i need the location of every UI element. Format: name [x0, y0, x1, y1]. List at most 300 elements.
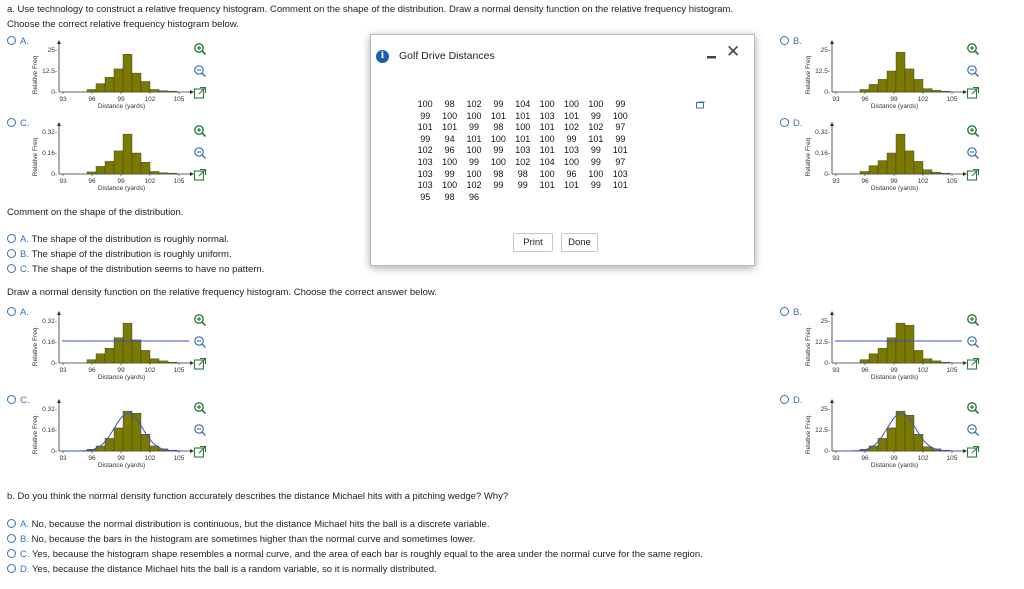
shape-choice-c[interactable]: C. The shape of the distribution seems to have no pattern.: [7, 264, 264, 275]
x-axis-title: Distance (yards): [870, 103, 919, 110]
option-letter: B.: [793, 36, 802, 47]
histogram-bar: [150, 171, 159, 174]
histogram-bar: [96, 354, 105, 363]
data-cell: 100: [442, 156, 458, 167]
histogram-bar: [114, 338, 123, 363]
b-choice-d[interactable]: D. Yes, because the distance Michael hits the ball is a random variable, so it is normally distributed.: [7, 564, 437, 575]
histogram-bar: [860, 360, 869, 363]
histogram-bar: [896, 52, 905, 92]
data-cell: 99: [590, 145, 601, 156]
golf-drive-distances-dialog: [370, 34, 755, 266]
y-tick-label: 0.16-: [815, 150, 830, 157]
histogram-chart: [29, 311, 209, 386]
histogram-bar: [905, 325, 914, 363]
y-axis-arrow: [830, 399, 834, 403]
data-cell: 100: [417, 99, 433, 109]
x-axis-title: Distance (yards): [870, 462, 919, 469]
x-tick-label: 93: [59, 96, 67, 103]
option-letter: D.: [793, 395, 803, 406]
histogram-bar: [141, 434, 150, 451]
print-button[interactable]: Print: [513, 233, 553, 252]
data-row: [413, 99, 633, 111]
data-cell: 98: [493, 122, 504, 133]
y-tick-label: 0.16-: [42, 150, 57, 157]
data-cell: 99: [615, 133, 626, 144]
zoom-in-icon[interactable]: [964, 122, 982, 140]
histogram-chart: [802, 122, 982, 197]
data-row: [413, 145, 633, 157]
open-in-new-window-icon[interactable]: [964, 355, 982, 373]
histogram-bar: [896, 411, 905, 451]
minimize-icon[interactable]: [706, 48, 718, 60]
histogram-bar: [105, 77, 114, 92]
histogram-bar: [96, 446, 105, 451]
y-tick-label: 0-: [51, 171, 57, 178]
data-cell: 100: [490, 156, 506, 167]
open-in-new-window-icon[interactable]: [964, 443, 982, 461]
x-tick-label: 105: [946, 367, 958, 374]
histogram-bar: [887, 338, 896, 363]
data-row: [413, 157, 633, 169]
histogram-bar: [132, 73, 141, 92]
option-letter: C.: [20, 118, 30, 129]
histogram-bar: [932, 172, 941, 174]
histogram-chart: [802, 399, 982, 474]
histogram-bar: [923, 359, 932, 363]
y-tick-label: 25-: [47, 47, 57, 54]
data-cell: 99: [615, 99, 626, 109]
data-row: [413, 134, 633, 146]
y-axis-arrow: [57, 399, 61, 403]
zoom-out-icon[interactable]: [191, 62, 209, 80]
histogram-bar: [168, 91, 177, 92]
histogram-bar: [96, 84, 105, 92]
y-axis-arrow: [830, 40, 834, 44]
data-cell: 103: [417, 156, 433, 167]
x-tick-label: 93: [832, 96, 840, 103]
x-tick-label: 102: [917, 96, 929, 103]
x-tick-label: 102: [144, 367, 156, 374]
data-table: [413, 99, 633, 203]
instruction-normal-density: Draw a normal density function on the relative frequency histogram. Choose the correct answer below.: [7, 287, 437, 298]
histogram-option-radio[interactable]: [780, 118, 803, 129]
data-cell: 100: [564, 99, 580, 109]
y-tick-label: 0-: [51, 448, 57, 455]
histogram-option-radio[interactable]: [7, 36, 29, 47]
y-tick-label: 12.5-: [815, 339, 830, 346]
data-cell: 100: [466, 110, 482, 121]
data-cell: 103: [564, 145, 580, 156]
data-cell: 95: [420, 191, 431, 202]
y-tick-label: 0-: [824, 448, 830, 455]
x-tick-label: 96: [861, 178, 869, 185]
x-tick-label: 99: [117, 178, 125, 185]
data-cell: 101: [612, 180, 628, 191]
question-b-prompt: b. Do you think the normal density function accurately describes the distance Michael hits with a pitching wedge? Why?: [7, 491, 509, 502]
x-tick-label: 102: [917, 367, 929, 374]
histogram-chart: [29, 40, 209, 115]
histogram-bar: [168, 362, 177, 363]
histogram-bar: [896, 134, 905, 174]
x-tick-label: 105: [173, 178, 185, 185]
dialog-title: Golf Drive Distances: [399, 50, 495, 62]
histogram-bar: [114, 69, 123, 92]
shape-choice-a[interactable]: A. The shape of the distribution is roughly normal.: [7, 234, 229, 245]
shape-choice-b[interactable]: B. The shape of the distribution is roughly uniform.: [7, 249, 232, 260]
data-cell: 100: [588, 99, 604, 109]
data-cell: 101: [515, 110, 531, 121]
histogram-option-radio[interactable]: [7, 395, 30, 406]
data-cell: 99: [493, 145, 504, 156]
histogram-bar: [105, 161, 114, 174]
y-tick-label: 0.16-: [42, 427, 57, 434]
zoom-in-icon[interactable]: [964, 311, 982, 329]
data-cell: 99: [444, 168, 455, 179]
x-tick-label: 93: [59, 367, 67, 374]
open-in-new-window-icon[interactable]: [191, 443, 209, 461]
x-axis-title: Distance (yards): [870, 185, 919, 192]
zoom-in-icon[interactable]: [191, 122, 209, 140]
data-row: [413, 122, 633, 134]
zoom-out-icon[interactable]: [964, 144, 982, 162]
y-tick-label: 25-: [820, 47, 830, 54]
info-icon: i: [376, 50, 389, 63]
x-tick-label: 102: [144, 178, 156, 185]
x-tick-label: 102: [917, 178, 929, 185]
histogram-bar: [168, 173, 177, 174]
instruction-choose-histogram: Choose the correct relative frequency histogram below.: [7, 19, 239, 30]
zoom-out-icon[interactable]: [964, 421, 982, 439]
data-row: [413, 169, 633, 181]
open-in-new-window-icon[interactable]: [191, 355, 209, 373]
histogram-bar: [141, 162, 150, 174]
data-cell: 98: [444, 99, 455, 109]
data-cell: 101: [490, 110, 506, 121]
zoom-out-icon[interactable]: [191, 421, 209, 439]
x-tick-label: 96: [861, 96, 869, 103]
data-cell: 98: [444, 191, 455, 202]
x-tick-label: 96: [88, 96, 96, 103]
zoom-in-icon[interactable]: [964, 40, 982, 58]
data-cell: 99: [493, 180, 504, 191]
histogram-chart: [29, 399, 209, 474]
data-cell: 101: [417, 122, 433, 133]
y-tick-label: 0-: [51, 89, 57, 96]
x-tick-label: 99: [117, 96, 125, 103]
histogram-bar: [141, 82, 150, 93]
data-row: [413, 192, 633, 204]
y-axis-title: Relative Freq: [32, 137, 39, 177]
x-tick-label: 93: [832, 367, 840, 374]
y-tick-label: 0.32-: [42, 318, 57, 325]
data-cell: 101: [466, 133, 482, 144]
zoom-in-icon[interactable]: [191, 40, 209, 58]
close-icon[interactable]: ✕: [726, 42, 741, 61]
histogram-bar: [878, 79, 887, 92]
histogram-bar: [923, 89, 932, 92]
histogram-option-radio[interactable]: [780, 36, 802, 47]
histogram-bar: [941, 362, 950, 363]
y-axis-arrow: [830, 311, 834, 315]
histogram-chart: [802, 311, 982, 386]
histogram-bar: [87, 360, 96, 363]
data-cell: 103: [612, 168, 628, 179]
y-tick-label: 12.5-: [42, 68, 57, 75]
histogram-bar: [159, 361, 168, 363]
y-axis-arrow: [57, 311, 61, 315]
data-cell: 97: [615, 122, 626, 133]
b-choice-c[interactable]: C. Yes, because the histogram shape resembles a normal curve, and the area of each bar is roughly equal to the area under the normal curve for the same region.: [7, 549, 703, 560]
data-cell: 100: [442, 180, 458, 191]
data-cell: 100: [539, 168, 555, 179]
y-axis-title: Relative Freq: [32, 55, 39, 95]
data-cell: 100: [490, 133, 506, 144]
data-cell: 99: [590, 156, 601, 167]
open-in-new-window-icon[interactable]: [191, 166, 209, 184]
histogram-bar: [860, 171, 869, 174]
y-axis-title: Relative Freq: [805, 55, 812, 95]
data-cell: 101: [539, 122, 555, 133]
x-tick-label: 99: [890, 455, 898, 462]
data-cell: 102: [466, 99, 482, 109]
histogram-bar: [914, 161, 923, 174]
data-cell: 98: [493, 168, 504, 179]
data-cell: 99: [566, 133, 577, 144]
histogram-option-radio[interactable]: [780, 307, 802, 318]
zoom-out-icon[interactable]: [191, 144, 209, 162]
histogram-bar: [932, 90, 941, 92]
histogram-chart: [802, 40, 982, 115]
histogram-bar: [941, 173, 950, 174]
data-cell: 96: [468, 191, 479, 202]
y-axis-arrow: [57, 122, 61, 126]
histogram-bar: [114, 151, 123, 174]
data-cell: 101: [564, 110, 580, 121]
y-axis-title: Relative Freq.: [32, 413, 39, 455]
y-tick-label: 0-: [824, 360, 830, 367]
data-cell: 104: [515, 99, 531, 109]
histogram-option-radio[interactable]: [780, 395, 803, 406]
y-axis-title: Relative Freq: [805, 137, 812, 177]
histogram-bar: [123, 134, 132, 174]
x-tick-label: 96: [861, 367, 869, 374]
x-tick-label: 99: [117, 367, 125, 374]
data-cell: 101: [442, 122, 458, 133]
data-cell: 103: [417, 180, 433, 191]
data-cell: 99: [420, 133, 431, 144]
data-cell: 99: [468, 156, 479, 167]
question-a-prompt: a. Use technology to construct a relative frequency histogram. Comment on the shape of the distribution. Draw a normal density function on the relative frequency histogram.: [7, 4, 734, 15]
histogram-bar: [914, 350, 923, 363]
histogram-bar: [869, 166, 878, 174]
x-tick-label: 93: [832, 455, 840, 462]
histogram-bar: [905, 415, 914, 451]
x-axis-title: Distance (yards): [97, 374, 146, 381]
y-tick-label: 0.32-: [42, 129, 57, 136]
x-tick-label: 96: [88, 367, 96, 374]
data-cell: 100: [588, 168, 604, 179]
data-cell: 99: [468, 122, 479, 133]
data-cell: 100: [466, 168, 482, 179]
data-cell: 101: [539, 145, 555, 156]
histogram-bar: [878, 161, 887, 174]
x-tick-label: 96: [861, 455, 869, 462]
option-letter: B.: [793, 307, 802, 318]
data-cell: 101: [515, 133, 531, 144]
option-letter: C.: [20, 395, 30, 406]
data-cell: 102: [564, 122, 580, 133]
data-cell: 102: [515, 156, 531, 167]
data-cell: 101: [612, 145, 628, 156]
zoom-out-icon[interactable]: [191, 333, 209, 351]
data-cell: 100: [442, 110, 458, 121]
copy-data-icon[interactable]: [696, 101, 705, 109]
y-tick-label: 0-: [824, 171, 830, 178]
x-tick-label: 102: [144, 455, 156, 462]
x-tick-label: 96: [88, 178, 96, 185]
histogram-bar: [123, 54, 132, 92]
data-cell: 99: [420, 110, 431, 121]
histogram-option-radio[interactable]: [7, 118, 30, 129]
histogram-bar: [159, 173, 168, 174]
option-letter: A.: [20, 307, 29, 318]
histogram-bar: [159, 91, 168, 92]
x-tick-label: 105: [946, 96, 958, 103]
histogram-bar: [905, 151, 914, 174]
histogram-bar: [150, 359, 159, 363]
y-tick-label: 12.5-: [815, 427, 830, 434]
histogram-bar: [887, 153, 896, 174]
data-cell: 102: [588, 122, 604, 133]
zoom-out-icon[interactable]: [964, 333, 982, 351]
histogram-bar: [914, 79, 923, 92]
option-letter: A.: [20, 36, 29, 47]
data-cell: 99: [493, 99, 504, 109]
x-tick-label: 99: [890, 367, 898, 374]
histogram-bar: [869, 84, 878, 92]
histogram-bar: [141, 350, 150, 363]
x-tick-label: 105: [946, 178, 958, 185]
data-cell: 103: [539, 110, 555, 121]
histogram-bar: [87, 89, 96, 92]
x-axis-title: Distance (yards): [97, 103, 146, 110]
b-choice-a[interactable]: A. No, because the normal distribution is continuous, but the distance Michael hits the ball is a discrete variable.: [7, 519, 489, 530]
y-axis-arrow: [57, 40, 61, 44]
zoom-in-icon[interactable]: [191, 399, 209, 417]
histogram-bar: [150, 89, 159, 92]
y-tick-label: 0.32-: [815, 129, 830, 136]
histogram-bar: [114, 428, 123, 451]
data-cell: 101: [564, 180, 580, 191]
histogram-bar: [123, 411, 132, 451]
y-tick-label: 0-: [51, 360, 57, 367]
histogram-option-radio[interactable]: [7, 307, 29, 318]
histogram-bar: [105, 348, 114, 363]
data-cell: 101: [539, 180, 555, 191]
histogram-bar: [887, 428, 896, 451]
x-axis-title: Distance (yards): [97, 462, 146, 469]
histogram-bar: [923, 447, 932, 451]
x-tick-label: 99: [890, 178, 898, 185]
x-tick-label: 105: [173, 96, 185, 103]
data-cell: 101: [588, 133, 604, 144]
data-cell: 94: [444, 133, 455, 144]
x-tick-label: 99: [117, 455, 125, 462]
zoom-out-icon[interactable]: [964, 62, 982, 80]
y-axis-title: Relative Freq.: [805, 325, 812, 367]
zoom-in-icon[interactable]: [964, 399, 982, 417]
x-tick-label: 102: [144, 96, 156, 103]
x-axis-title: Distance (yards): [870, 374, 919, 381]
x-tick-label: 102: [917, 455, 929, 462]
histogram-bar: [914, 434, 923, 451]
histogram-bar: [869, 354, 878, 363]
histogram-bar: [887, 71, 896, 92]
data-cell: 103: [417, 168, 433, 179]
data-cell: 100: [539, 99, 555, 109]
data-cell: 100: [612, 110, 628, 121]
histogram-bar: [896, 323, 905, 363]
data-cell: 100: [539, 133, 555, 144]
zoom-in-icon[interactable]: [191, 311, 209, 329]
data-cell: 99: [590, 180, 601, 191]
y-tick-label: 12.5-: [815, 68, 830, 75]
histogram-bar: [860, 89, 869, 92]
histogram-bar: [869, 446, 878, 451]
y-tick-label: 0.32-: [42, 406, 57, 413]
b-choice-b[interactable]: B. No, because the bars in the histogram are sometimes higher than the normal curve and sometimes lower.: [7, 534, 475, 545]
y-axis-title: Relative Freq.: [805, 413, 812, 455]
x-tick-label: 93: [832, 178, 840, 185]
open-in-new-window-icon[interactable]: [964, 84, 982, 102]
histogram-bar: [123, 323, 132, 363]
x-axis-title: Distance (yards): [97, 185, 146, 192]
done-button[interactable]: Done: [561, 233, 598, 252]
data-cell: 102: [466, 180, 482, 191]
open-in-new-window-icon[interactable]: [964, 166, 982, 184]
histogram-bar: [905, 69, 914, 92]
data-cell: 100: [466, 145, 482, 156]
data-row: [413, 180, 633, 192]
y-tick-label: 0-: [824, 89, 830, 96]
histogram-bar: [132, 340, 141, 363]
option-letter: D.: [793, 118, 803, 129]
x-tick-label: 105: [173, 367, 185, 374]
data-row: [413, 111, 633, 123]
x-tick-label: 96: [88, 455, 96, 462]
histogram-bar: [923, 170, 932, 174]
data-cell: 96: [444, 145, 455, 156]
histogram-bar: [932, 361, 941, 363]
data-cell: 100: [515, 122, 531, 133]
data-cell: 98: [517, 168, 528, 179]
data-cell: 103: [515, 145, 531, 156]
y-tick-label: 25-: [820, 318, 830, 325]
data-cell: 99: [517, 180, 528, 191]
y-tick-label: 25-: [820, 406, 830, 413]
x-tick-label: 93: [59, 455, 67, 462]
data-cell: 97: [615, 156, 626, 167]
data-cell: 96: [566, 168, 577, 179]
open-in-new-window-icon[interactable]: [191, 84, 209, 102]
histogram-chart: [29, 122, 209, 197]
histogram-bar: [132, 153, 141, 174]
histogram-bar: [878, 348, 887, 363]
data-cell: 100: [564, 156, 580, 167]
data-cell: 102: [417, 145, 433, 156]
histogram-bar: [941, 91, 950, 92]
data-cell: 104: [539, 156, 555, 167]
